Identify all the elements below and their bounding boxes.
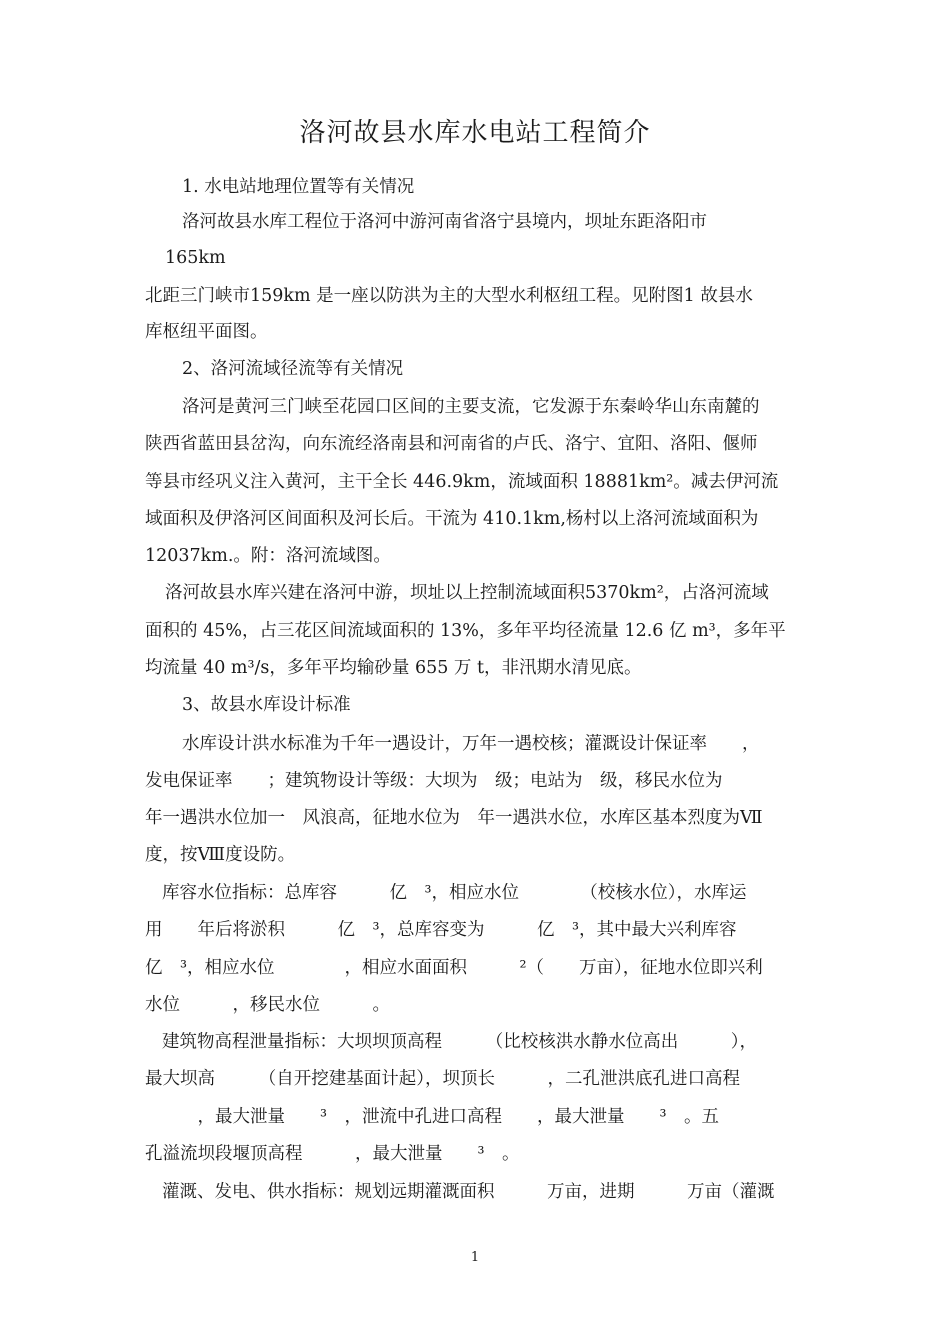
paragraph-line: 洛河故县水库工程位于洛河中游河南省洛宁县境内，坝址东距洛阳市 (182, 212, 707, 232)
paragraph-line: 度，按Ⅷ度设防。 (145, 845, 296, 865)
paragraph-line: 最大坝高 （自开挖建基面计起），坝顶长 ，二孔泄洪底孔进口高程 (145, 1069, 740, 1089)
paragraph-line: 域面积及伊洛河区间面积及河长后。干流为 410.1km,杨村以上洛河流域面积为 (145, 509, 759, 529)
section-heading-2: 2、洛河流域径流等有关情况 (182, 359, 404, 379)
paragraph-line: 面积的 45%，占三花区间流域面积的 13%，多年平均径流量 12.6 亿 m³，多年平 (145, 621, 786, 641)
paragraph-line: 水位 ，移民水位 。 (145, 995, 390, 1015)
paragraph-line: 用 年后将淤积 亿 ³，总库容变为 亿 ³，其中最大兴利库容 (145, 920, 737, 940)
paragraph-line: ，最大泄量 ³ ，泄流中孔进口高程 ，最大泄量 ³ 。五 (145, 1107, 720, 1127)
paragraph-line: 北距三门峡市159km 是一座以防洪为主的大型水利枢纽工程。见附图1 故县水 (145, 286, 753, 306)
paragraph-line: 洛河故县水库兴建在洛河中游，坝址以上控制流域面积5370km²，占洛河流域 (165, 583, 769, 603)
page-title: 洛河故县水库水电站工程简介 (299, 118, 651, 148)
paragraph-line: 年一遇洪水位加一 风浪高，征地水位为 年一遇洪水位，水库区基本烈度为Ⅶ (145, 808, 763, 828)
paragraph-line: 灌溉、发电、供水指标：规划远期灌溉面积 万亩，进期 万亩（灌溉 (162, 1182, 775, 1202)
paragraph-line: 建筑物高程泄量指标：大坝坝顶高程 （比校核洪水静水位高出 ）， (162, 1032, 757, 1052)
paragraph-line: 洛河是黄河三门峡至花园口区间的主要支流，它发源于东秦岭华山东南麓的 (182, 397, 760, 417)
section-heading-1: 1. 水电站地理位置等有关情况 (182, 177, 415, 197)
paragraph-line: 均流量 40 m³/s，多年平均输砂量 655 万 t，非汛期水清见底。 (145, 658, 642, 678)
paragraph-line: 发电保证率 ；建筑物设计等级：大坝为 级；电站为 级，移民水位为 (145, 771, 723, 791)
section-heading-3: 3、故县水库设计标准 (182, 695, 351, 715)
paragraph-line: 库容水位指标：总库容 亿 ³，相应水位 （校核水位），水库运 (162, 883, 747, 903)
page-number: 1 (470, 1250, 480, 1265)
paragraph-line: 亿 ³，相应水位 ，相应水面面积 ²（ 万亩），征地水位即兴利 (145, 958, 763, 978)
paragraph-line: 水库设计洪水标准为千年一遇设计，万年一遇校核；灌溉设计保证率 ， (182, 734, 760, 754)
paragraph-line: 孔溢流坝段堰顶高程 ，最大泄量 ³ 。 (145, 1144, 520, 1164)
paragraph-line: 165km (165, 248, 226, 268)
paragraph-line: 库枢纽平面图。 (145, 322, 268, 342)
paragraph-line: 12037km.。附：洛河流域图。 (145, 546, 391, 566)
paragraph-line: 陕西省蓝田县岔沟，向东流经洛南县和河南省的卢氏、洛宁、宜阳、洛阳、偃师 (145, 434, 758, 454)
paragraph-line: 等县市经巩义注入黄河，主干全长 446.9km，流域面积 18881km²。减去伊河流 (145, 472, 779, 492)
